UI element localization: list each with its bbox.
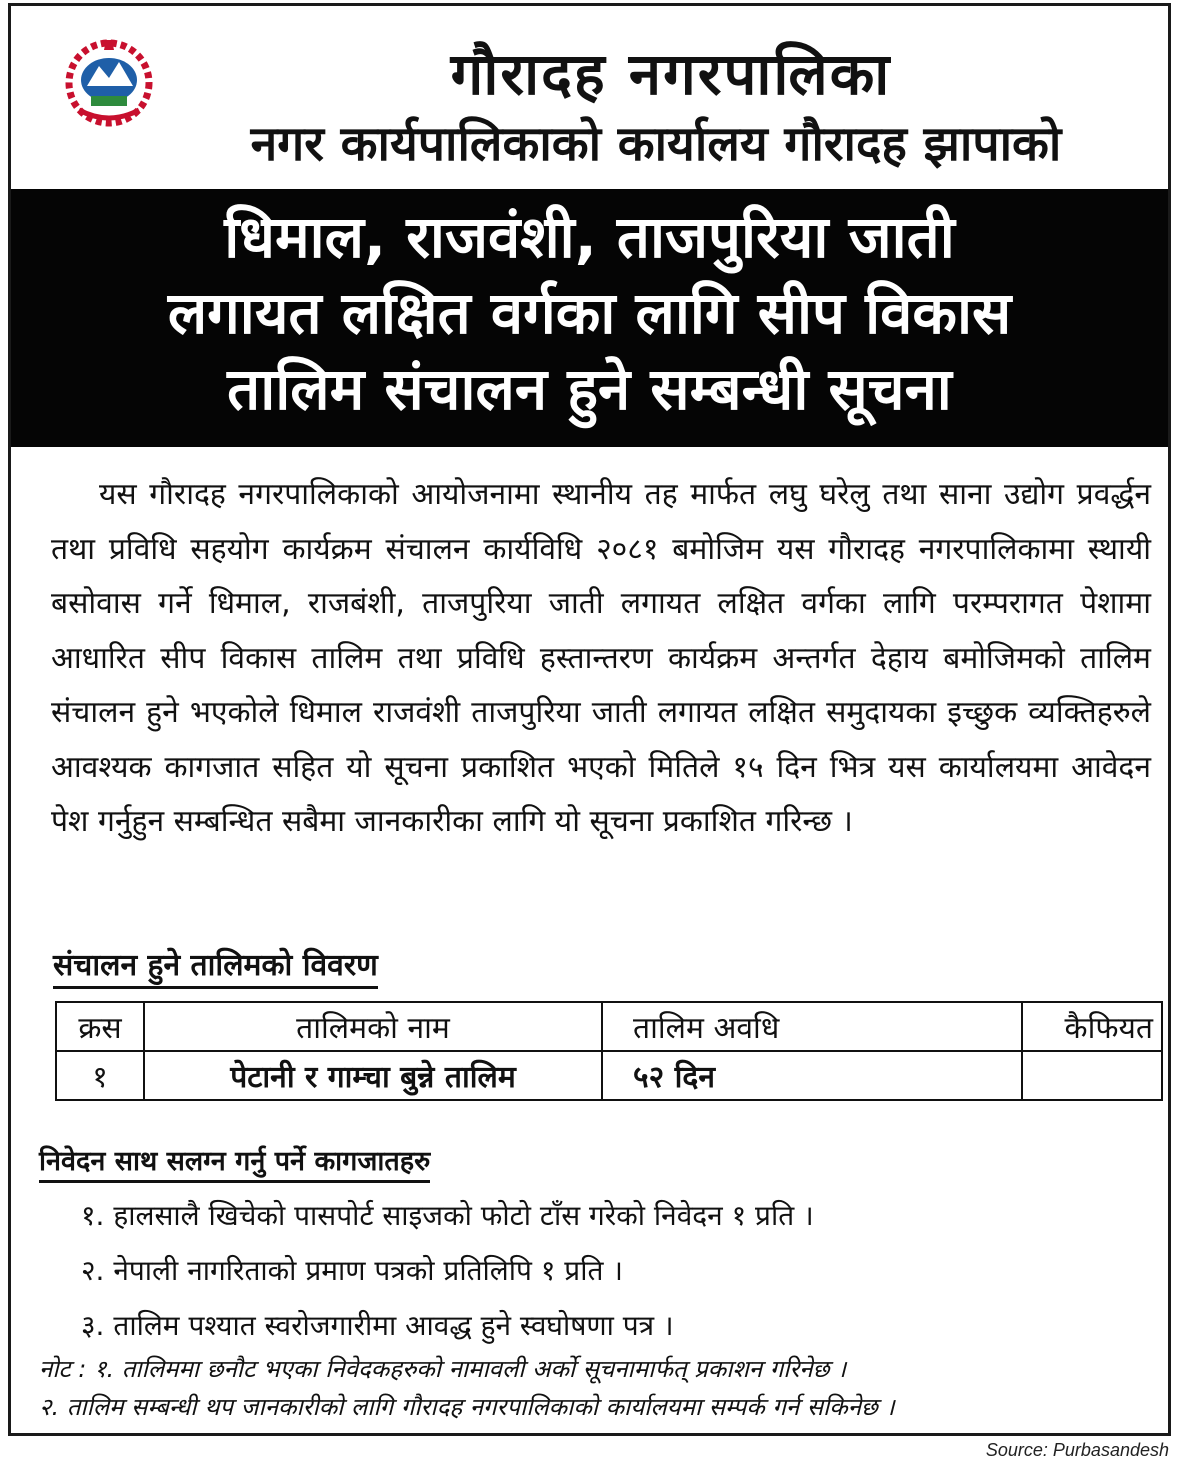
list-item: ३. तालिम पश्यात स्वरोजगारीमा आवद्ध हुने स्वघोषणा पत्र । bbox=[81, 1309, 674, 1342]
required-documents-list bbox=[81, 1193, 1161, 1358]
training-details-heading: संचालन हुने तालिमको विवरण bbox=[53, 943, 378, 989]
cell-remarks bbox=[1022, 1051, 1162, 1100]
table-row bbox=[56, 1051, 1162, 1100]
notice-title-banner bbox=[11, 189, 1168, 447]
title-line-2: लगायत लक्षित वर्गका लागि सीप विकास bbox=[167, 279, 1012, 347]
note-2: २. तालिम सम्बन्धी थप जानकारीको लागि गौरादह नगरपालिकाको कार्यालयमा सम्पर्क गर्न सकिनेछ । bbox=[39, 1393, 895, 1421]
column-header-remarks: कैफियत bbox=[1022, 1002, 1162, 1051]
note-1: नोट : १. तालिममा छनौट भएका निवेदकहरुको नामावली अर्को सूचनामार्फत् प्रकाशन गरिनेछ । bbox=[39, 1355, 847, 1383]
cell-duration: ५२ दिन bbox=[602, 1051, 1022, 1100]
cell-sn: १ bbox=[56, 1051, 144, 1100]
training-table bbox=[55, 1001, 1163, 1101]
notice-body-paragraph: यस गौरादह नगरपालिकाको आयोजनामा स्थानीय तह मार्फत लघु घरेलु तथा साना उद्योग प्रवर्द्धन तथा प्रविधि सहयोग कार्यक्रम संचालन कार्यविधि २०८१ बमोजिम यस गौरादह नगरपालिकामा स्थायी बसोवास गर्ने धिमाल, राजबंशी, ताजपुरिया जाती लगायत लक्षित वर्गका लागि परम्परागत पेशामा आधारित सीप विकास तालिम तथा प्रविधि हस्तान्तरण कार्यक्रम अन्तर्गत देहाय बमोजिमको तालिम संचालन हुने भएकोले धिमाल राजवंशी ताजपुरिया जाती लगायत लक्षित समुदायका इच्छुक व्यक्तिहरुले आवश्यक कागजात सहित यो सूचना प्रकाशित भएको मितिले १५ दिन भित्र यस कार्यालयमा आवेदन पेश गर्नुहुन सम्बन्धित सबैमा जानकारीका लागि यो सूचना प्रकाशित गरिन्छ । bbox=[51, 477, 1151, 839]
column-header-sn: क्रस bbox=[56, 1002, 144, 1051]
required-documents-heading: निवेदन साथ सलग्न गर्नु पर्ने कागजातहरु bbox=[39, 1141, 430, 1183]
list-item: १. हालसालै खिचेको पासपोर्ट साइजको फोटो टाँस गरेको निवेदन १ प्रति । bbox=[81, 1199, 814, 1232]
notice-header bbox=[11, 6, 1168, 189]
office-name: नगर कार्यपालिकाको कार्यालय गौरादह झापाको bbox=[250, 116, 1062, 172]
source-credit: Source: Purbasandesh bbox=[985, 1440, 1169, 1460]
notice-frame bbox=[8, 3, 1171, 1436]
list-item: २. नेपाली नागरिताको प्रमाण पत्रको प्रतिलिपि १ प्रति । bbox=[81, 1254, 623, 1287]
column-header-duration: तालिम अवधि bbox=[602, 1002, 1022, 1051]
organization-name: गौरादह नगरपालिका bbox=[450, 40, 892, 108]
title-line-3: तालिम संचालन हुने सम्बन्धी सूचना bbox=[227, 355, 952, 423]
column-header-training-name: तालिमको नाम bbox=[144, 1002, 602, 1051]
table-header-row bbox=[56, 1002, 1162, 1051]
title-line-1: धिमाल, राजवंशी, ताजपुरिया जाती bbox=[224, 203, 955, 271]
cell-training-name: पेटानी र गाम्चा बुन्ने तालिम bbox=[144, 1051, 602, 1100]
notes-section bbox=[39, 1350, 1169, 1426]
